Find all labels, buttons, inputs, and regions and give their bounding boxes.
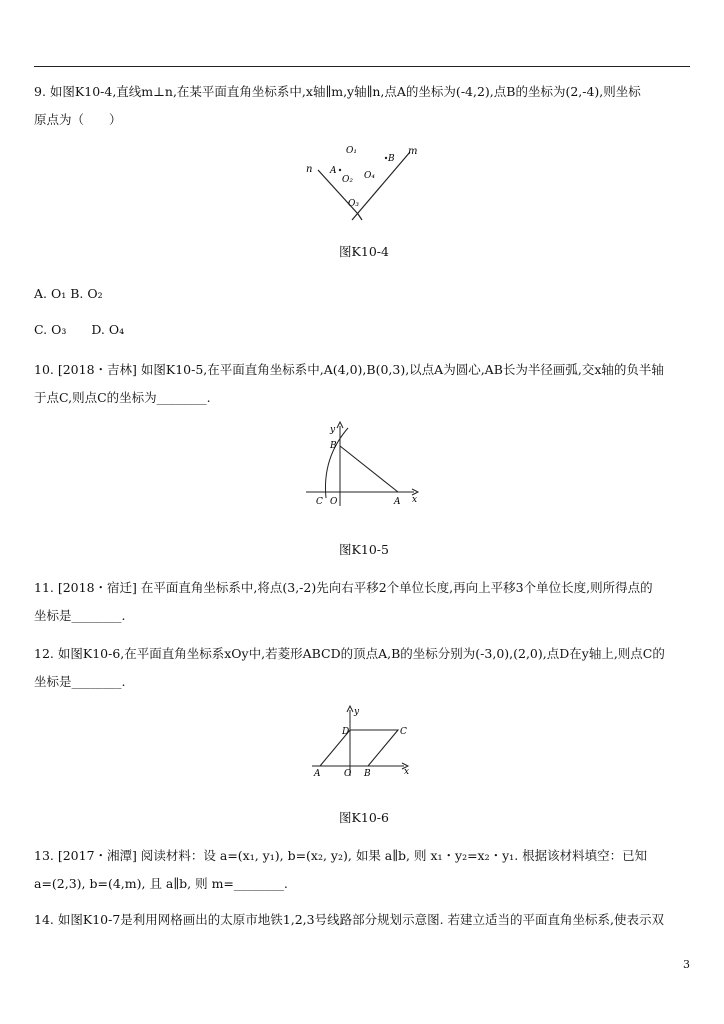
q10-line2: 于点C,则点C的坐标为________. [34, 390, 211, 405]
q9-line1: 9. 如图K10-4,直线m⊥n,在某平面直角坐标系中,x轴∥m,y轴∥n,点A的坐标为(-4,2),点B的坐标为(2,-4),则坐标 [34, 84, 641, 99]
q12-line1: 12. 如图K10-6,在平面直角坐标系xOy中,若菱形ABCD的顶点A,B的坐标分别为(-3,0),(2,0),点D在y轴上,则点C的 [34, 646, 665, 661]
question-10 [34, 356, 690, 412]
label-O2: O₂ [342, 175, 353, 185]
svg-text:A: A [314, 769, 321, 779]
svg-text:y: y [354, 707, 360, 717]
caption-k10-5: 图K10-5 [339, 542, 389, 557]
q11-line1: 11. [2018・宿迁] 在平面直角坐标系中,将点(3,-2)先向右平移2个单位长度,再向上平移3个单位长度,则所得点的 [34, 580, 653, 595]
figure-k10-4 [300, 140, 430, 222]
question-13 [34, 842, 690, 898]
figure-k10-5 [300, 418, 424, 510]
svg-text:A: A [394, 497, 401, 507]
label-O3: O₃ [348, 199, 359, 209]
svg-text:O: O [330, 497, 338, 507]
q13-line1: 13. [2017・湘潭] 阅读材料：设 a=(x₁, y₁), b=(x₂, y₂), 如果 a∥b, 则 x₁・y₂=x₂・y₁. 根据该材料填空：已知 [34, 848, 648, 863]
label-B: B [388, 154, 395, 164]
svg-text:B: B [330, 441, 337, 451]
caption-k10-6: 图K10-6 [339, 810, 389, 825]
label-O1: O₁ [346, 146, 357, 156]
question-12 [34, 640, 690, 696]
figure-k10-6 [306, 704, 418, 780]
caption-k10-4: 图K10-4 [339, 244, 389, 259]
label-O4: O₄ [364, 171, 375, 181]
question-14 [34, 906, 690, 934]
page-number: 3 [683, 958, 690, 971]
q11-line2: 坐标是________. [34, 608, 126, 623]
question-11 [34, 574, 690, 630]
svg-text:C: C [400, 727, 407, 737]
svg-text:y: y [330, 425, 336, 435]
q9-line2: 原点为（ ） [34, 112, 122, 127]
svg-text:C: C [316, 497, 323, 507]
q13-line2: a=(2,3), b=(4,m), 且 a∥b, 则 m=________. [34, 876, 288, 891]
q14-line1: 14. 如图K10-7是利用网格画出的太原市地铁1,2,3号线路部分规划示意图. 若建立适当的平面直角坐标系,使表示双 [34, 912, 665, 927]
q9-options-ab: A. O₁ B. O₂ [34, 286, 103, 301]
question-9 [34, 78, 690, 134]
label-A: A [330, 166, 337, 176]
svg-text:D: D [342, 727, 350, 737]
line-m [352, 152, 410, 220]
svg-text:O: O [344, 769, 352, 779]
header-rule [34, 66, 690, 67]
q12-line2: 坐标是________. [34, 674, 126, 689]
label-n: n [306, 164, 313, 175]
svg-text:x: x [404, 767, 410, 777]
label-m: m [408, 146, 418, 157]
q9-options-cd: C. O₃ D. O₄ [34, 322, 125, 337]
q10-line1: 10. [2018・吉林] 如图K10-5,在平面直角坐标系中,A(4,0),B(0,3),以点A为圆心,AB长为半径画弧,交x轴的负半轴 [34, 362, 664, 377]
svg-text:B: B [364, 769, 371, 779]
svg-text:x: x [412, 495, 418, 505]
